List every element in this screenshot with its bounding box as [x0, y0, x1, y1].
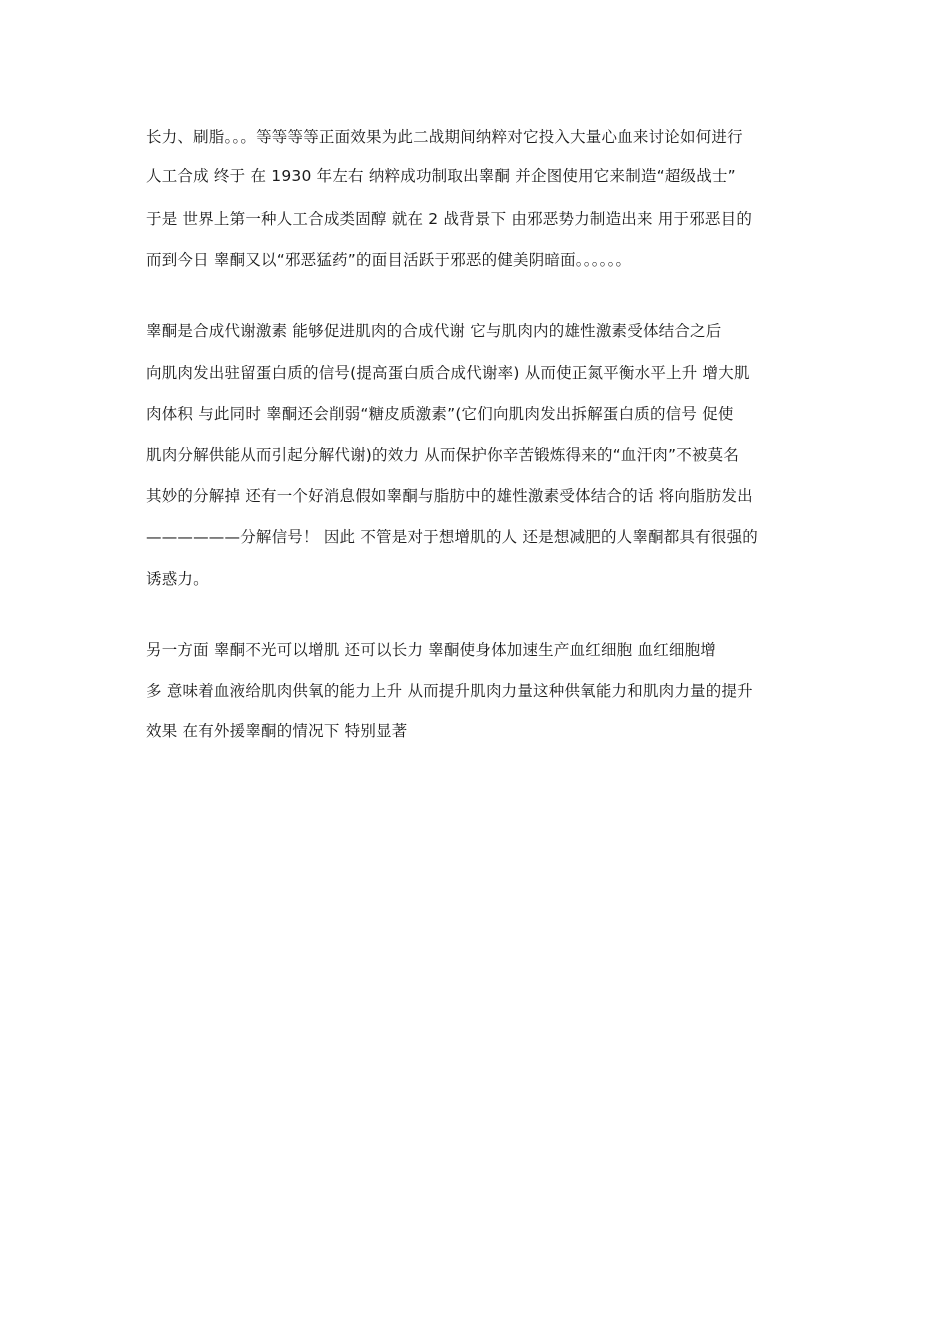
paragraph-2-line-4: 肌肉分解供能从而引起分解代谢)的效力 从而保护你辛苦锻炼得来的“血汗肉”不被莫名	[146, 446, 740, 464]
paragraph-2-line-3: 肉体积 与此同时 睾酮还会削弱“糖皮质激素”(它们向肌肉发出拆解蛋白质的信号 促使	[146, 405, 734, 423]
paragraph-2-line-7: 诱惑力。	[146, 570, 209, 588]
paragraph-1-line-1: 长力、刷脂。。。等等等等正面效果为此二战期间纳粹对它投入大量心血来讨论如何进行	[146, 128, 743, 146]
paragraph-3-line-3: 效果 在有外援睾酮的情况下 特别显著	[146, 722, 408, 740]
paragraph-1-line-3: 于是 世界上第一种人工合成类固醇 就在 2 战背景下 由邪恶势力制造出来 用于邪恶目的	[146, 210, 753, 228]
paragraph-2-line-5: 其妙的分解掉 还有一个好消息假如睾酮与脂肪中的雄性激素受体结合的话 将向脂肪发出	[146, 487, 753, 505]
paragraph-3-line-1: 另一方面 睾酮不光可以增肌 还可以长力 睾酮使身体加速生产血红细胞 血红细胞增	[146, 641, 717, 659]
paragraph-1-line-4: 而到今日 睾酮又以“邪恶猛药”的面目活跃于邪恶的健美阴暗面。。。。。。	[146, 251, 632, 269]
paragraph-3-line-2: 多 意味着血液给肌肉供氧的能力上升 从而提升肌肉力量这种供氧能力和肌肉力量的提升	[146, 682, 753, 700]
paragraph-2-line-6: ——————分解信号！ 因此 不管是对于想增肌的人 还是想减肥的人睾酮都具有很强的	[146, 528, 758, 546]
paragraph-1-line-2: 人工合成 终于 在 1930 年左右 纳粹成功制取出睾酮 并企图使用它来制造“超级战士”	[146, 167, 736, 185]
paragraph-2-line-1: 睾酮是合成代谢激素 能够促进肌肉的合成代谢 它与肌肉内的雄性激素受体结合之后	[146, 322, 722, 340]
paragraph-2-line-2: 向肌肉发出驻留蛋白质的信号(提高蛋白质合成代谢率) 从而使正氮平衡水平上升 增大肌	[146, 364, 750, 382]
